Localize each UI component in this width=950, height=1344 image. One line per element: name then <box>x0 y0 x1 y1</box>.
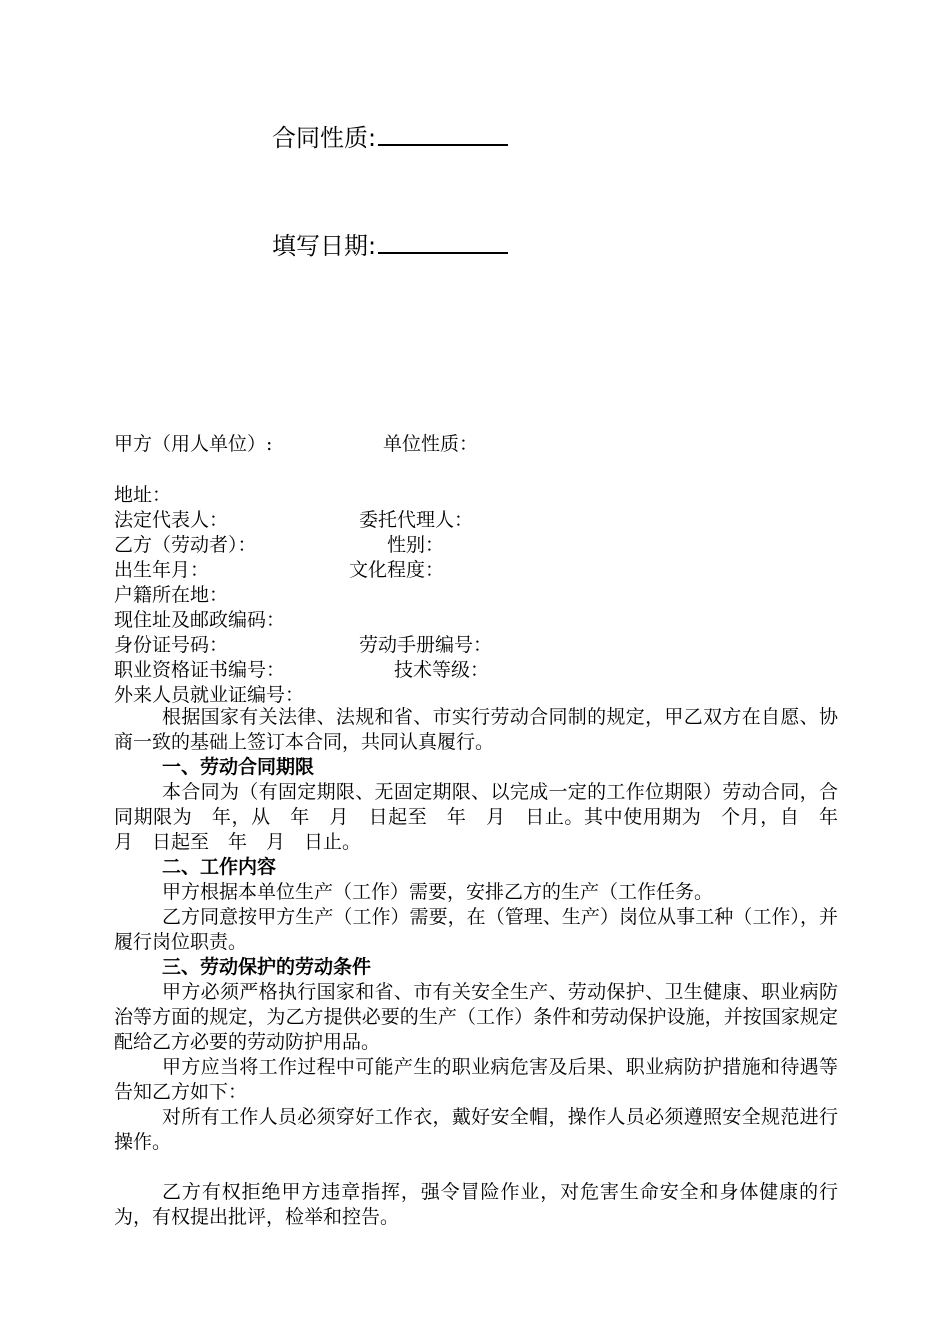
fill-date-label: 填写日期: <box>272 232 377 260</box>
party-b-label: 乙方（劳动者）： <box>114 534 257 556</box>
section-3-paragraph-3: 对所有工作人员必须穿好工作衣，戴好安全帽，操作人员必须遵照安全规范进行操作。 <box>114 1106 838 1153</box>
section-3-title: 三、劳动保护的劳动条件 <box>162 956 372 978</box>
section-1-paragraph: 本合同为（有固定期限、无固定期限、以完成一定的工作位期限）劳动合同，合同期限为 年，从 年 月 日起至 年 月 日止。其中使用期为 个月，自 年 月 日起至 年 月 日止。 <box>114 781 858 853</box>
paragraph-gap <box>114 1155 838 1180</box>
agent-label: 委托代理人： <box>359 509 474 531</box>
section-2-paragraph-2: 乙方同意按甲方生产（工作）需要，在（管理、生产）岗位从事工种（工作），并履行岗位职责。 <box>114 906 838 953</box>
fill-date-line <box>272 230 508 261</box>
qualification-cert-label: 职业资格证书编号： <box>114 659 286 681</box>
intro-paragraph: 根据国家有关法律、法规和省、市实行劳动合同制的规定，甲乙双方在自愿、协商一致的基础上签订本合同，共同认真履行。 <box>114 706 838 753</box>
legal-rep-label: 法定代表人： <box>114 509 229 531</box>
unit-nature-label: 单位性质： <box>383 433 479 455</box>
gender-label: 性别： <box>387 534 445 556</box>
section-3-paragraph-4: 乙方有权拒绝甲方违章指挥，强令冒险作业，对危害生命安全和身体健康的行为，有权提出批评，检举和控告。 <box>114 1181 838 1228</box>
education-label: 文化程度： <box>349 559 445 581</box>
migrant-cert-label: 外来人员就业证编号： <box>114 684 305 706</box>
address-label: 地址： <box>114 484 172 506</box>
section-2-paragraph-1: 甲方根据本单位生产（工作）需要，安排乙方的生产（工作任务。 <box>162 881 714 903</box>
party-a-label: 甲方（用人单位）: <box>114 433 273 455</box>
fill-date-blank <box>378 230 508 254</box>
household-label: 户籍所在地： <box>114 584 229 606</box>
section-3-paragraph-1: 甲方必须严格执行国家和省、市有关安全生产、劳动保护、卫生健康、职业病防治等方面的规定，为乙方提供必要的生产（工作）条件和劳动保护设施，并按国家规定配给乙方必要的劳动防护用品。 <box>114 981 838 1053</box>
contract-nature-blank <box>378 122 508 146</box>
section-2-title: 二、工作内容 <box>162 856 277 878</box>
contract-nature-line <box>272 122 508 153</box>
section-3-paragraph-2: 甲方应当将工作过程中可能产生的职业病危害及后果、职业病防护措施和待遇等告知乙方如下： <box>114 1056 838 1103</box>
section-1-title: 一、劳动合同期限 <box>162 756 315 778</box>
birth-label: 出生年月： <box>114 559 210 581</box>
id-number-label: 身份证号码： <box>114 634 229 656</box>
labor-book-label: 劳动手册编号： <box>359 634 493 656</box>
contract-body <box>114 705 858 1230</box>
tech-level-label: 技术等级： <box>394 659 490 681</box>
contract-nature-label: 合同性质: <box>272 124 377 152</box>
current-address-label: 现住址及邮政编码： <box>114 609 286 631</box>
